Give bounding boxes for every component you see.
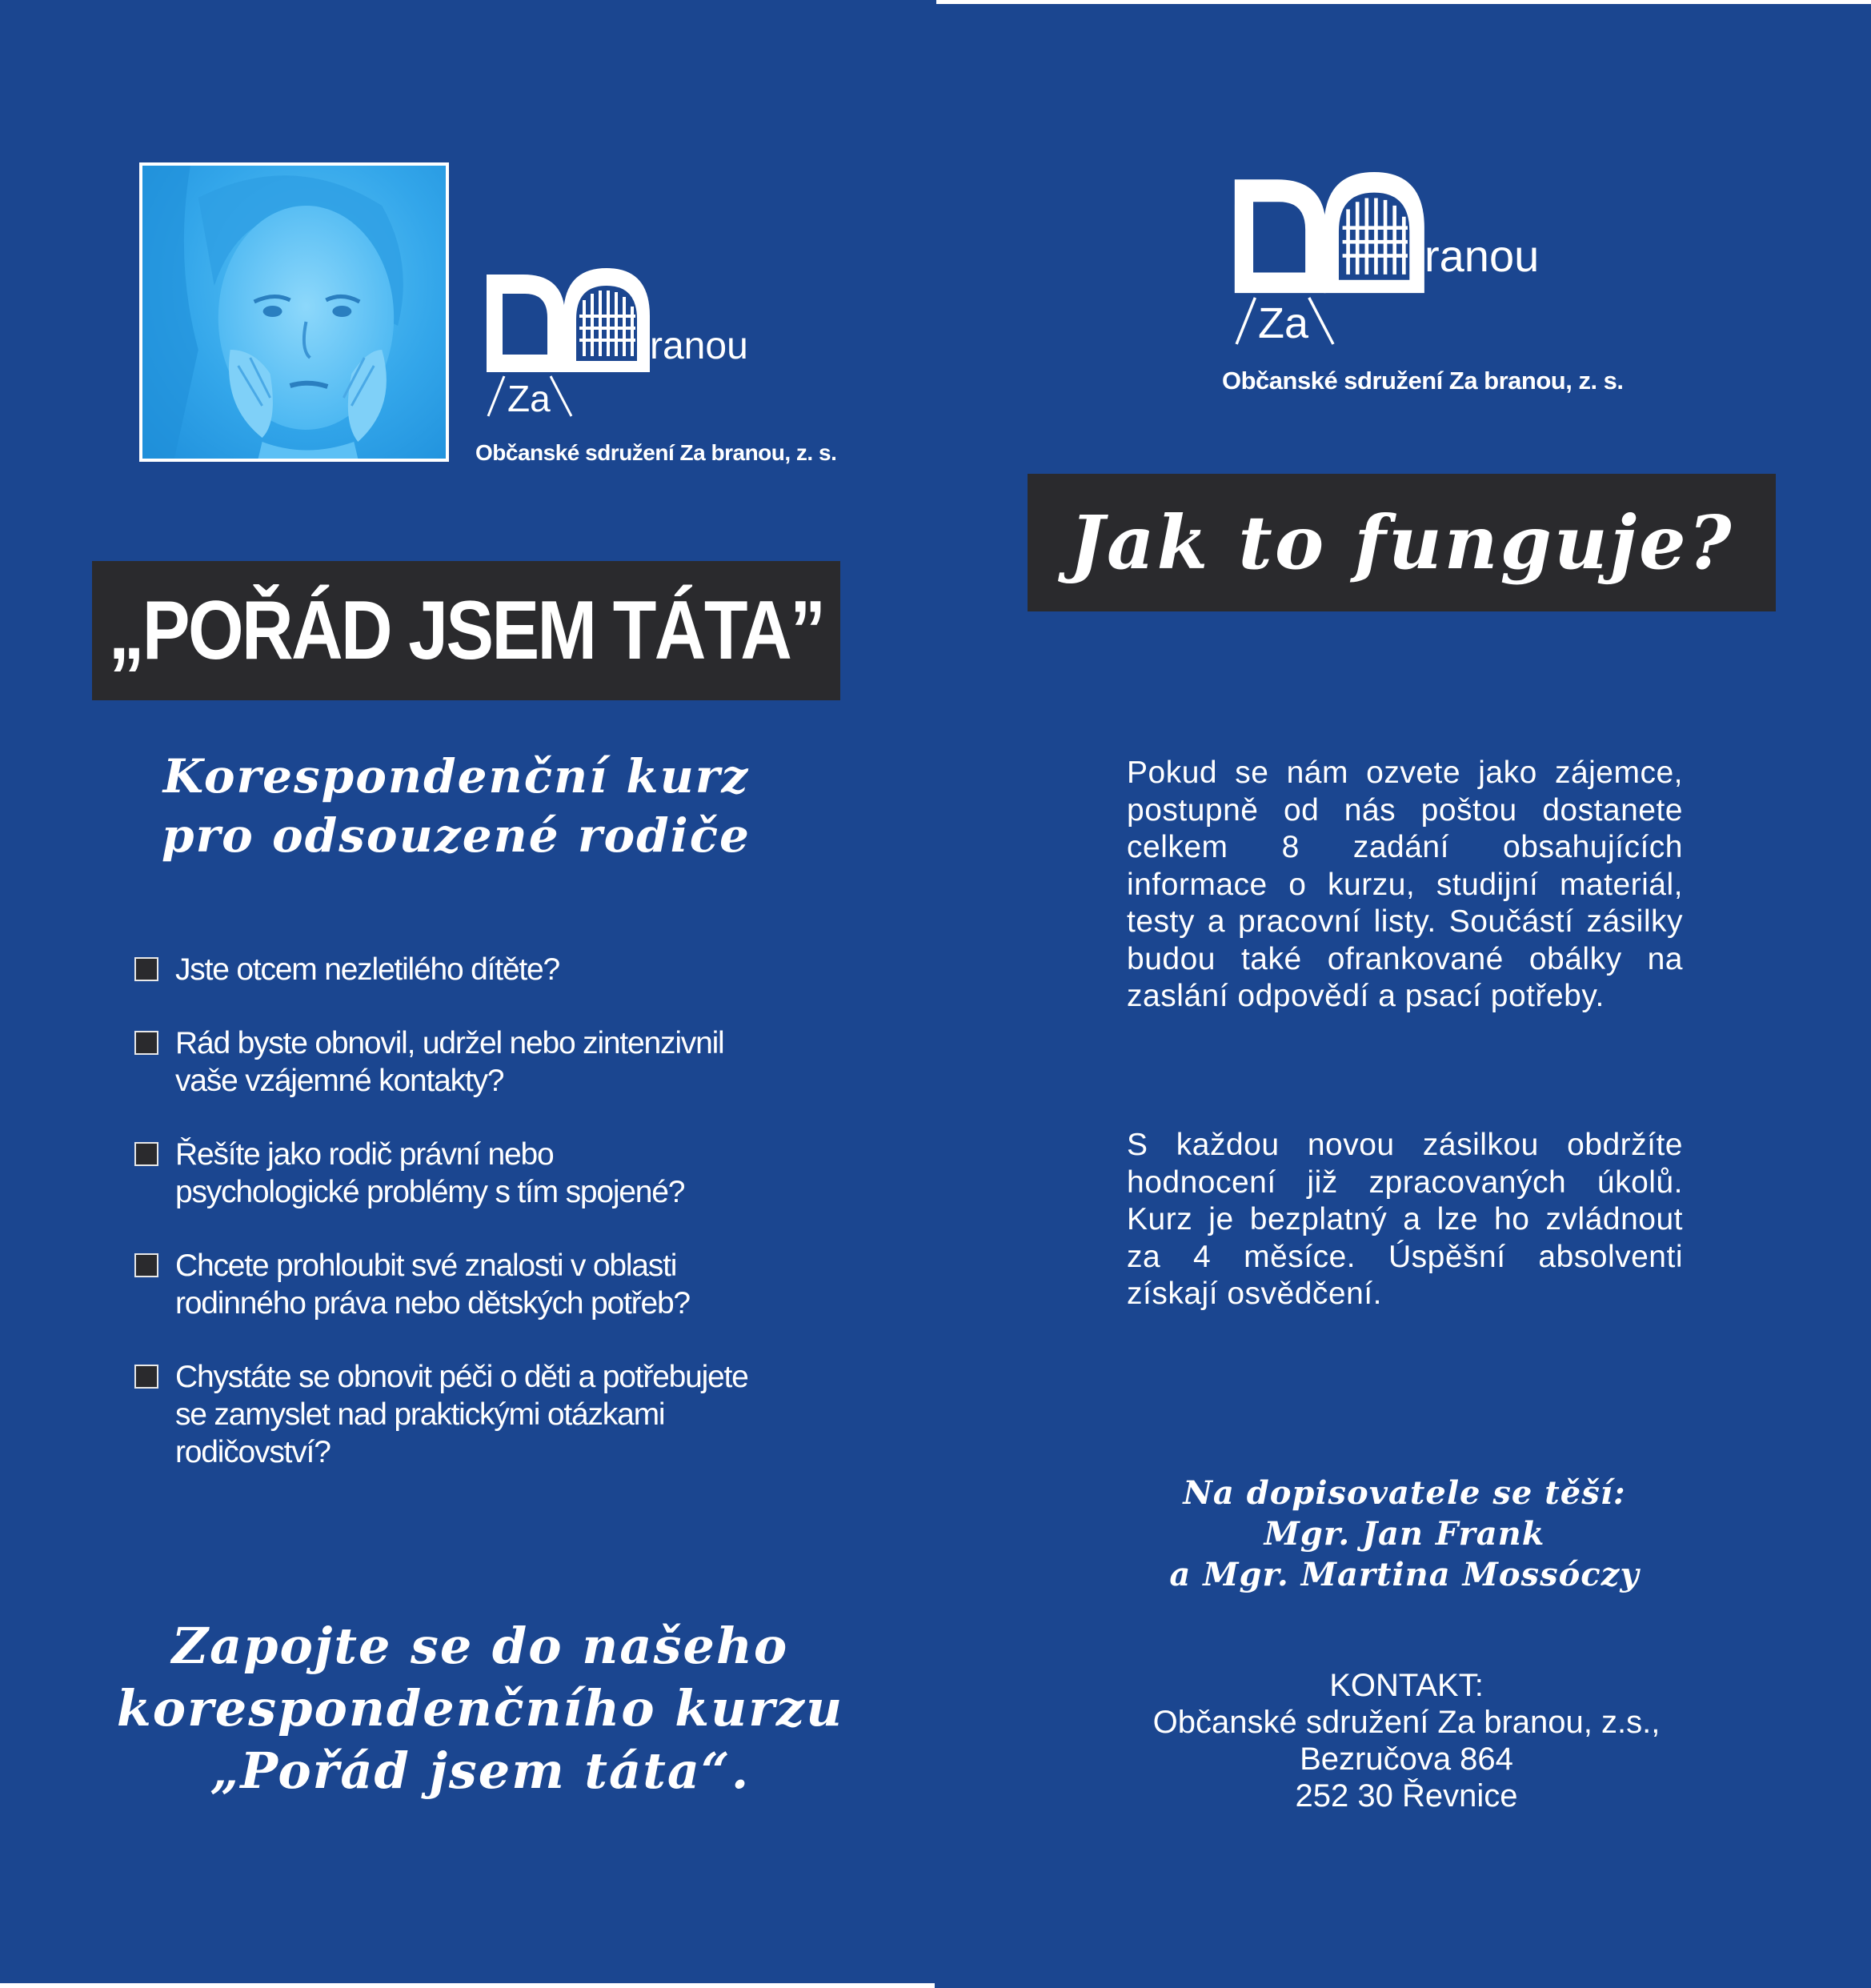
- organization-name-right: Občanské sdružení Za branou, z. s.: [1222, 367, 1624, 395]
- question-line: rodičovství?: [175, 1435, 331, 1469]
- logo-word-text: ranou: [1424, 230, 1540, 281]
- child-portrait-photo: [139, 162, 449, 462]
- question-list: [133, 951, 853, 1507]
- contact-block: [1104, 1667, 1709, 1814]
- checkbox-square-icon: [134, 957, 158, 981]
- question-line: Řešíte jako rodič právní nebo: [175, 1137, 554, 1172]
- description-paragraph: S každou novou zásilkou obdržíte hodnocení již zpracovaných úkolů. Kurz je bezplatný a lze ho zvládnout za 4 měsíce. Úspěšní absolventi získají osvědčení.: [1127, 1128, 1683, 1311]
- cta-line: korespondenčního kurzu: [116, 1679, 844, 1737]
- question-line: vaše vzájemné kontakty?: [175, 1064, 504, 1098]
- question-line: Chcete prohloubit své znalosti v oblasti: [175, 1249, 677, 1283]
- question-line: Rád byste obnovil, udržel nebo zintenzivnil: [175, 1026, 724, 1060]
- question-line: Jste otcem nezletilého dítěte?: [175, 952, 559, 987]
- logo-word-text: ranou: [650, 325, 748, 367]
- question-item: [133, 1024, 853, 1100]
- checkbox-square-icon: [134, 1142, 158, 1166]
- cta-line: Zapojte se do našeho: [171, 1617, 789, 1675]
- team-signature: [1120, 1473, 1689, 1595]
- how-it-works-title: Jak to funguje?: [1069, 499, 1734, 586]
- team-line: a Mgr. Martina Mossóczy: [1169, 1556, 1640, 1593]
- logo-right: [1232, 172, 1540, 347]
- contact-line: 252 30 Řevnice: [1295, 1778, 1518, 1814]
- subtitle-line: Korespondenční kurz: [162, 749, 750, 804]
- page-edge-bottom: [0, 1983, 935, 1988]
- contact-heading: KONTAKT:: [1329, 1668, 1484, 1703]
- title-banner-right: [1028, 474, 1776, 611]
- cta-line: „Pořád jsem táta“.: [210, 1742, 751, 1800]
- team-line: Mgr. Jan Frank: [1264, 1515, 1545, 1553]
- question-item: [133, 1247, 853, 1322]
- title-banner-left: [92, 561, 840, 700]
- logo-left: [485, 268, 748, 419]
- checkbox-square-icon: [134, 1253, 158, 1277]
- question-line: rodinného práva nebo dětských potřeb?: [175, 1286, 690, 1321]
- contact-line: Občanské sdružení Za branou, z.s.,: [1152, 1705, 1661, 1740]
- team-line: Na dopisovatele se těší:: [1183, 1474, 1626, 1512]
- question-line: Chystáte se obnovit péči o děti a potřebujete: [175, 1360, 748, 1394]
- organization-name-left: Občanské sdružení Za branou, z. s.: [475, 440, 837, 465]
- description-paragraph: Pokud se nám ozvete jako zájemce, postupně od nás poštou dostanete celkem 8 zadání obsahujících informace o kurzu, studijní materiál, testy a pracovní listy. Součástí zásilky budou také ofrankované obálky na zaslání odpovědí a psací potřeby.: [1127, 756, 1683, 1013]
- course-subtitle: [120, 747, 792, 865]
- question-item: [133, 1136, 853, 1211]
- logo-za-text: Za: [507, 378, 551, 419]
- question-item: [133, 1358, 853, 1471]
- contact-line: Bezručova 864: [1300, 1742, 1513, 1777]
- logo-za-text: Za: [1258, 299, 1309, 347]
- question-line: se zamyslet nad praktickými otázkami: [175, 1397, 665, 1432]
- page-edge-top: [936, 0, 1871, 4]
- course-title: „POŘÁD JSEM TÁTA”: [108, 583, 824, 677]
- checkbox-square-icon: [134, 1365, 158, 1389]
- call-to-action: [96, 1615, 864, 1802]
- question-item: [133, 951, 853, 988]
- subtitle-line: pro odsouzené rodiče: [162, 808, 751, 863]
- question-line: psychologické problémy s tím spojené?: [175, 1175, 685, 1209]
- checkbox-square-icon: [134, 1031, 158, 1055]
